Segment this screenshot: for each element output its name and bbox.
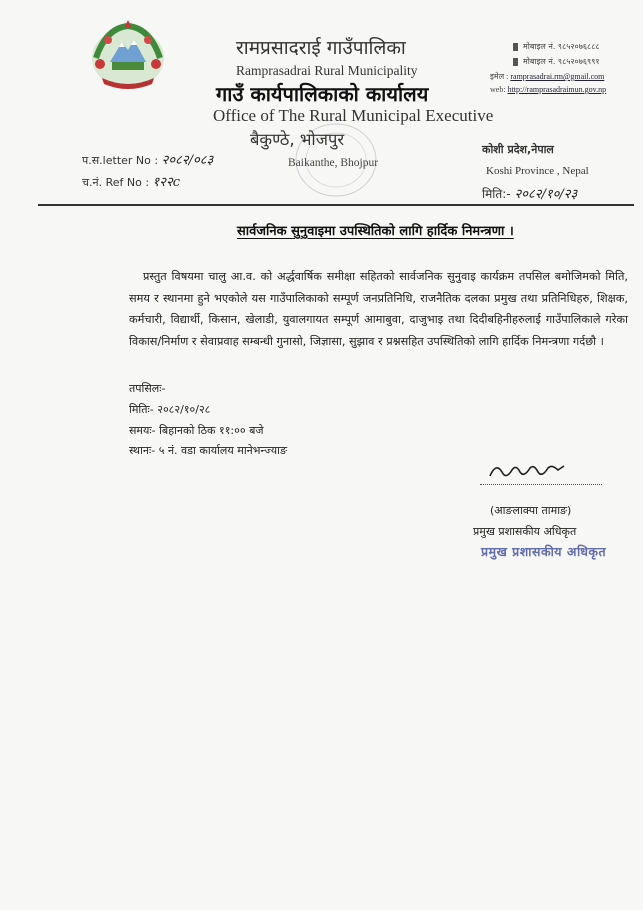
phone-icon xyxy=(513,43,518,51)
date-label: मिति:- xyxy=(482,187,511,201)
details-date: मितिः- २०८२/१०/२८ xyxy=(129,403,211,416)
details-heading: तपसिलः- xyxy=(129,382,166,395)
details-venue: स्थानः- ५ नं. वडा कार्यालय मानेभन्ज्याङ xyxy=(129,444,287,457)
province-english: Koshi Province , Nepal xyxy=(486,165,589,177)
letter-number-value: २०८२/०८३ xyxy=(161,153,214,168)
phone-line-2 xyxy=(513,56,600,67)
signature-line xyxy=(480,484,602,485)
signer-title: प्रमुख प्रशासकीय अधिकृत xyxy=(473,525,577,538)
office-name-nepali: गाउँ कार्यपालिकाको कार्यालय xyxy=(216,82,429,106)
phone-number-2: मोबाइल नं. ९८५२०७६९९१ xyxy=(523,57,600,66)
letter-date xyxy=(482,184,577,202)
ref-number xyxy=(82,172,180,190)
ref-number-label: च.नं. Ref No : xyxy=(82,176,150,189)
letter-number xyxy=(82,150,213,168)
phone-icon xyxy=(513,58,518,66)
email-line xyxy=(490,71,604,82)
municipality-name-english: Ramprasadrai Rural Municipality xyxy=(236,63,418,78)
email-label: इमेल : xyxy=(490,72,509,81)
subject-line: सार्वजनिक सुनुवाइमा उपस्थितिको लागि हार्दिक निमन्त्रणा । xyxy=(237,224,514,239)
letter-number-label: प.स.letter No : xyxy=(82,154,159,167)
web-link[interactable]: http://ramprasadraimun.gov.np xyxy=(507,85,607,94)
header-divider xyxy=(38,204,634,206)
web-label: web: xyxy=(490,85,506,94)
nepal-emblem-icon xyxy=(86,18,170,92)
phone-number-1: मोबाइल नं. ९८५२०७६८८८ xyxy=(523,42,600,51)
phone-line-1 xyxy=(513,41,600,52)
ref-number-value: १२२c xyxy=(152,175,181,190)
place-english: Baikanthe, Bhojpur xyxy=(288,157,379,169)
date-value: २०८२/१०/२३ xyxy=(514,187,578,202)
signature-scribble xyxy=(486,458,568,482)
province-nepali: कोशी प्रदेश,नेपाल xyxy=(482,143,554,156)
web-line xyxy=(490,85,606,94)
signer-name: (आङलाक्पा तामाङ) xyxy=(490,504,572,517)
place-nepali: बैकुण्ठे, भोजपुर xyxy=(250,130,345,149)
body-paragraph: प्रस्तुत विषयमा चालु आ.व. को अर्द्धवार्षिक समीक्षा सहितको सार्वजनिक सुनुवाइ कार्यक्रम तपसिल बमोजिमको मिति, समय र स्थानमा हुने भएकोले यस गाउँपालिकाको सम्पूर्ण जनप्रतिनिधि, राजनैतिक दलका प्रमुख तथा प्रतिनिधिहरु, शिक्षक, कर्मचारी, विद्यार्थी, किसान, खेलाडी, युवालगायत सम्पूर्ण आमाबुवा, दाजुभाइ तथा दिदीबहिनीहरुलाई गाउँपालिकाले गरेका विकास/निर्माण र सेवाप्रवाह सम्बन्धी गुनासो, जिज्ञासा, सुझाव र प्रश्नसहित उपस्थितिको लागि हार्दिक निमन्त्रणा गर्दछौ । xyxy=(129,270,628,348)
office-name-english: Office of The Rural Municipal Executive xyxy=(213,106,494,125)
email-link[interactable]: ramprasadrai.rm@gmail.com xyxy=(510,72,605,81)
municipality-name-nepali: रामप्रसादराई गाउँपालिका xyxy=(236,37,406,59)
signer-stamp: प्रमुख प्रशासकीय अधिकृत xyxy=(481,544,607,559)
details-time: समयः- बिहानको ठिक ११:०० बजे xyxy=(129,424,264,437)
